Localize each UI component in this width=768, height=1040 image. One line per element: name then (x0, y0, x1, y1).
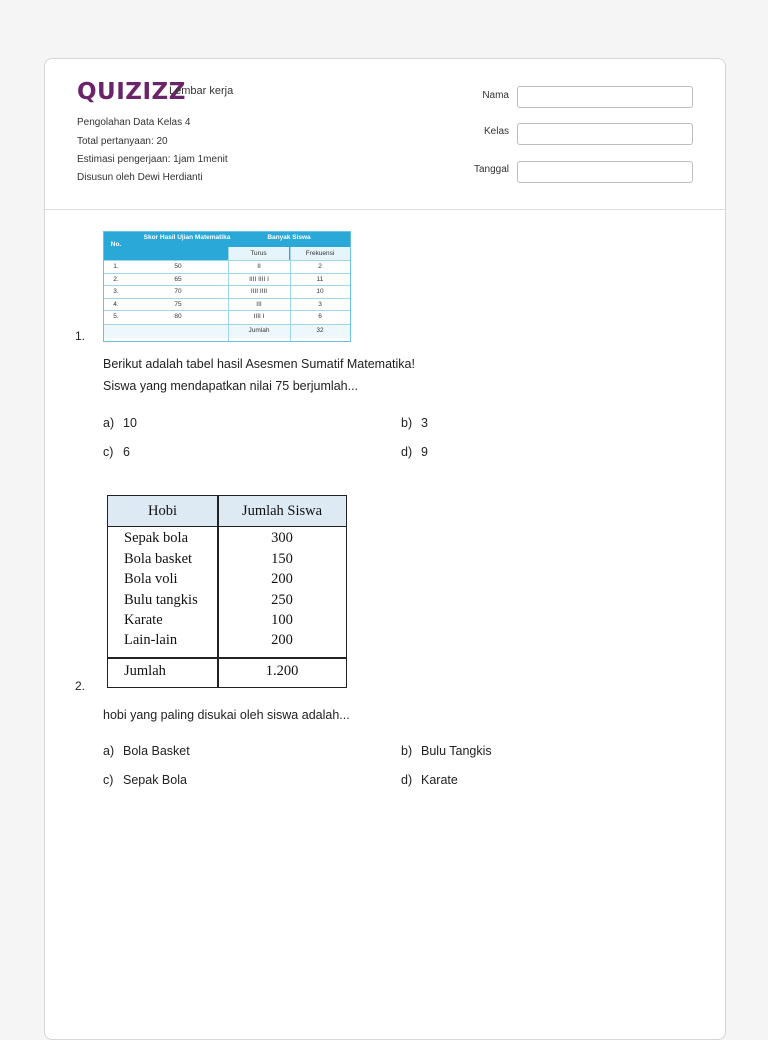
question-text: Siswa yang mendapatkan nilai 75 berjumlah... (103, 379, 359, 393)
class-label: Kelas (483, 126, 509, 137)
count-cell: 150 (271, 551, 293, 567)
author: Disusun oleh Dewi Herdianti (77, 172, 203, 183)
option-a[interactable]: a) Bola Basket (103, 744, 190, 758)
total-divider (108, 657, 346, 659)
count-cell: 100 (271, 612, 293, 628)
hobby-cell: Bola basket (124, 551, 193, 567)
name-label: Nama (482, 90, 509, 101)
question-text: hobi yang paling disukai oleh siswa adalah... (103, 708, 350, 722)
col-divider (290, 247, 291, 341)
quizizz-logo: QUIZIZZ (77, 79, 186, 105)
worksheet-header (45, 59, 725, 210)
hobby-cell: Bulu tangkis (124, 592, 198, 608)
option-b[interactable]: b) 3 (401, 416, 428, 430)
time-estimate: Estimasi pengerjaan: 1jam 1menit (77, 154, 228, 165)
worksheet (44, 58, 726, 1040)
date-label: Tanggal (473, 164, 509, 175)
date-field[interactable] (517, 161, 693, 183)
table-row: 1. 50 II 2 (104, 260, 350, 274)
col-no: No. (110, 241, 122, 248)
col-freq: Frekuensi (290, 247, 350, 260)
count-cell: 250 (271, 592, 293, 608)
col-hobby: Hobi (148, 503, 177, 519)
col-divider (228, 247, 229, 341)
count-cell: 300 (271, 530, 293, 546)
table-row: 3. 70 IIII IIII 10 (104, 285, 350, 299)
hobby-cell: Karate (124, 612, 163, 628)
total-questions: Total pertanyaan: 20 (77, 136, 168, 147)
question-text: Berikut adalah tabel hasil Asesmen Sumatif Matematika! (103, 357, 415, 371)
sheet-label: Lembar kerja (169, 85, 234, 97)
col-score: Skor Hasil Ujian Matematika (143, 234, 231, 241)
col-group: Banyak Siswa (267, 234, 311, 241)
count-cell: 200 (271, 632, 293, 648)
class-field[interactable] (517, 123, 693, 145)
hobby-table (107, 495, 347, 688)
table-total-row: Jumlah 32 (104, 324, 350, 338)
option-d[interactable]: d) Karate (401, 773, 458, 787)
count-cell: 200 (271, 571, 293, 587)
option-d[interactable]: d) 9 (401, 445, 428, 459)
option-a[interactable]: a) 10 (103, 416, 137, 430)
score-table (103, 231, 351, 342)
worksheet-title: Pengolahan Data Kelas 4 (77, 117, 191, 128)
total-value: 1.200 (265, 663, 299, 679)
option-c[interactable]: c) 6 (103, 445, 130, 459)
table-row: 4. 75 III 3 (104, 298, 350, 312)
hobby-cell: Bola voli (124, 571, 178, 587)
question-number: 1. (75, 329, 86, 343)
total-label: Jumlah (124, 663, 166, 679)
question-number: 2. (75, 679, 86, 693)
hobby-cell: Sepak bola (124, 530, 189, 546)
hobby-cell: Lain-lain (124, 632, 178, 648)
name-field[interactable] (517, 86, 693, 108)
col-count: Jumlah Siswa (241, 503, 323, 519)
option-c[interactable]: c) Sepak Bola (103, 773, 187, 787)
col-tally: Turus (228, 247, 289, 260)
table-row: 5. 80 IIII I 6 (104, 310, 350, 324)
table-row: 2. 65 IIII IIII I 11 (104, 273, 350, 287)
option-b[interactable]: b) Bulu Tangkis (401, 744, 492, 758)
